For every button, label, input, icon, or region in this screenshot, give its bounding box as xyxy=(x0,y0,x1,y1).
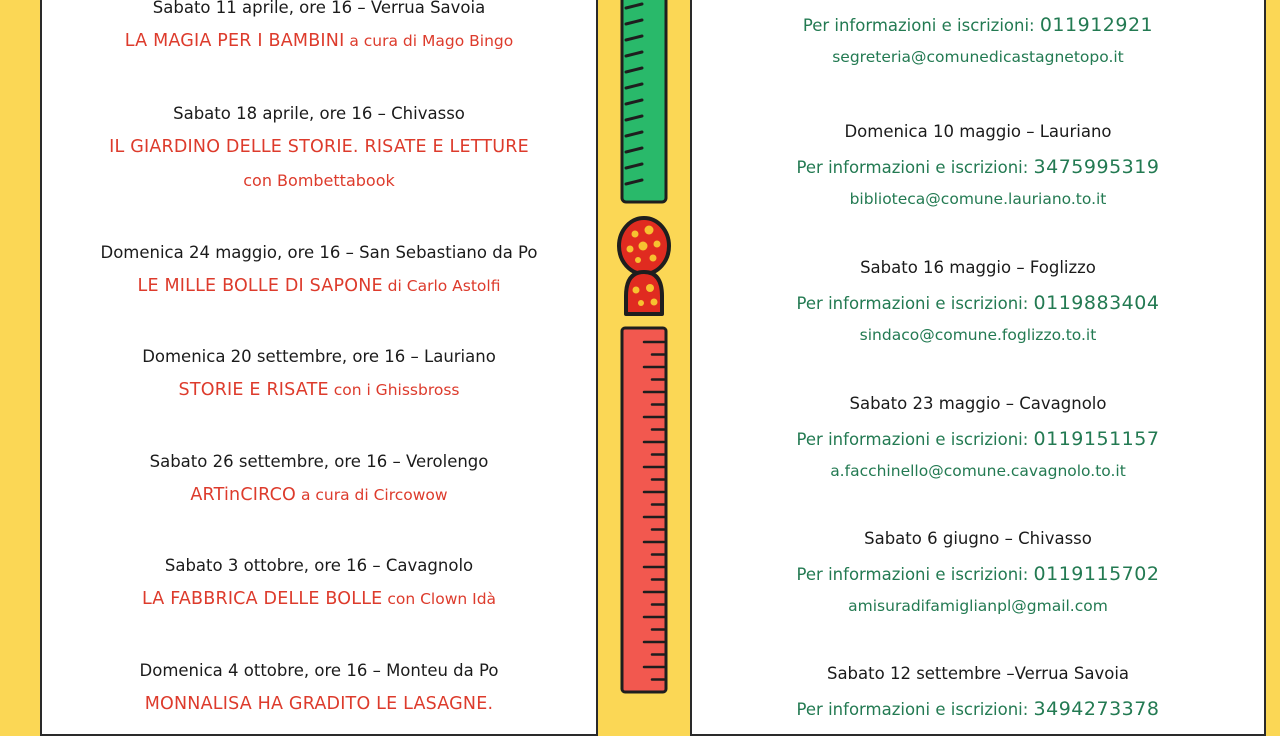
event-host: con i Ghissbross xyxy=(328,381,460,399)
event-title-line xyxy=(42,275,596,297)
contact-info-line xyxy=(692,563,1264,586)
email-address: sindaco@comune.foglizzo.to.it xyxy=(859,326,1097,344)
contact-date: Sabato 6 giugno – Chivasso xyxy=(864,529,1092,548)
event-date: Domenica 4 ottobre, ore 16 – Monteu da Po xyxy=(139,661,499,680)
contact-info-line xyxy=(692,428,1264,451)
event-item xyxy=(42,347,596,401)
event-item xyxy=(42,661,596,715)
contact-info-line xyxy=(692,292,1264,315)
contact-item xyxy=(692,394,1264,481)
event-date: Sabato 3 ottobre, ore 16 – Cavagnolo xyxy=(164,556,474,575)
event-date: Sabato 18 aprile, ore 16 – Chivasso xyxy=(173,104,465,123)
contact-date: Sabato 16 maggio – Foglizzo xyxy=(860,258,1096,277)
email-address: amisuradifamiglianpl@gmail.com xyxy=(848,597,1108,615)
event-title: LA MAGIA PER I BAMBINI xyxy=(124,31,345,51)
ruler-green-segment xyxy=(622,0,666,202)
event-date: Domenica 20 settembre, ore 16 – Lauriano xyxy=(142,347,496,366)
mushroom-icon xyxy=(619,218,669,314)
event-item xyxy=(42,556,596,610)
measuring-tape-icon xyxy=(612,0,682,720)
email-address: a.facchinello@comune.cavagnolo.to.it xyxy=(830,462,1126,480)
contact-item xyxy=(692,529,1264,616)
info-label: Per informazioni e iscrizioni: xyxy=(796,158,1029,177)
event-title: LA FABBRICA DELLE BOLLE xyxy=(141,589,383,609)
info-label: Per informazioni e iscrizioni: xyxy=(796,565,1029,584)
event-host: con Bombettabook xyxy=(243,171,395,190)
event-date: Sabato 26 settembre, ore 16 – Verolengo xyxy=(149,452,489,471)
phone-number: 0119115702 xyxy=(1033,563,1160,585)
phone-number: 3494273378 xyxy=(1033,698,1160,720)
phone-number: 0119151157 xyxy=(1033,428,1160,450)
contacts-panel xyxy=(690,0,1266,736)
contact-date: Sabato 23 maggio – Cavagnolo xyxy=(849,394,1107,413)
phone-number: 011912921 xyxy=(1039,14,1154,36)
info-label: Per informazioni e iscrizioni: xyxy=(802,16,1035,35)
event-title-line xyxy=(42,136,596,192)
event-item xyxy=(42,243,596,297)
info-label: Per informazioni e iscrizioni: xyxy=(796,294,1029,313)
contact-info-line xyxy=(692,698,1264,721)
event-title-line xyxy=(42,693,596,715)
phone-number: 3475995319 xyxy=(1033,156,1160,178)
event-date: Sabato 11 aprile, ore 16 – Verrua Savoia xyxy=(152,0,486,17)
event-title: IL GIARDINO DELLE STORIE. RISATE E LETTURE xyxy=(109,137,529,157)
event-item xyxy=(42,0,596,52)
ruler-red-segment xyxy=(622,328,666,692)
email-address: biblioteca@comune.lauriano.to.it xyxy=(849,190,1107,208)
contact-date: Sabato 12 settembre –Verrua Savoia xyxy=(826,664,1130,683)
contact-item xyxy=(692,0,1264,67)
events-panel xyxy=(40,0,598,736)
info-label: Per informazioni e iscrizioni: xyxy=(796,700,1029,719)
contact-date: Domenica 10 maggio – Lauriano xyxy=(844,122,1112,141)
contact-info-line xyxy=(692,156,1264,179)
event-title-line xyxy=(42,484,596,506)
event-title: STORIE E RISATE xyxy=(178,380,329,400)
event-host: con Clown Idà xyxy=(382,590,497,608)
contact-item xyxy=(692,122,1264,209)
event-item xyxy=(42,104,596,192)
event-title-line xyxy=(42,379,596,401)
email-address: segreteria@comunedicastagnetopo.it xyxy=(832,48,1124,66)
contact-info-line xyxy=(692,14,1264,37)
event-host: a cura di Mago Bingo xyxy=(344,32,514,50)
event-title-line xyxy=(42,588,596,610)
contact-item xyxy=(692,258,1264,345)
event-host: a cura di Circowow xyxy=(296,486,448,504)
event-item xyxy=(42,452,596,506)
event-date: Domenica 24 maggio, ore 16 – San Sebastiano da Po xyxy=(100,243,538,262)
event-title: MONNALISA HA GRADITO LE LASAGNE. xyxy=(144,694,494,714)
info-label: Per informazioni e iscrizioni: xyxy=(796,430,1029,449)
event-title: LE MILLE BOLLE DI SAPONE xyxy=(137,276,383,296)
event-title: ARTinCIRCO xyxy=(190,485,297,505)
event-host: di Carlo Astolfi xyxy=(382,277,501,295)
contact-item xyxy=(692,664,1264,721)
event-title-line xyxy=(42,30,596,52)
phone-number: 0119883404 xyxy=(1033,292,1160,314)
